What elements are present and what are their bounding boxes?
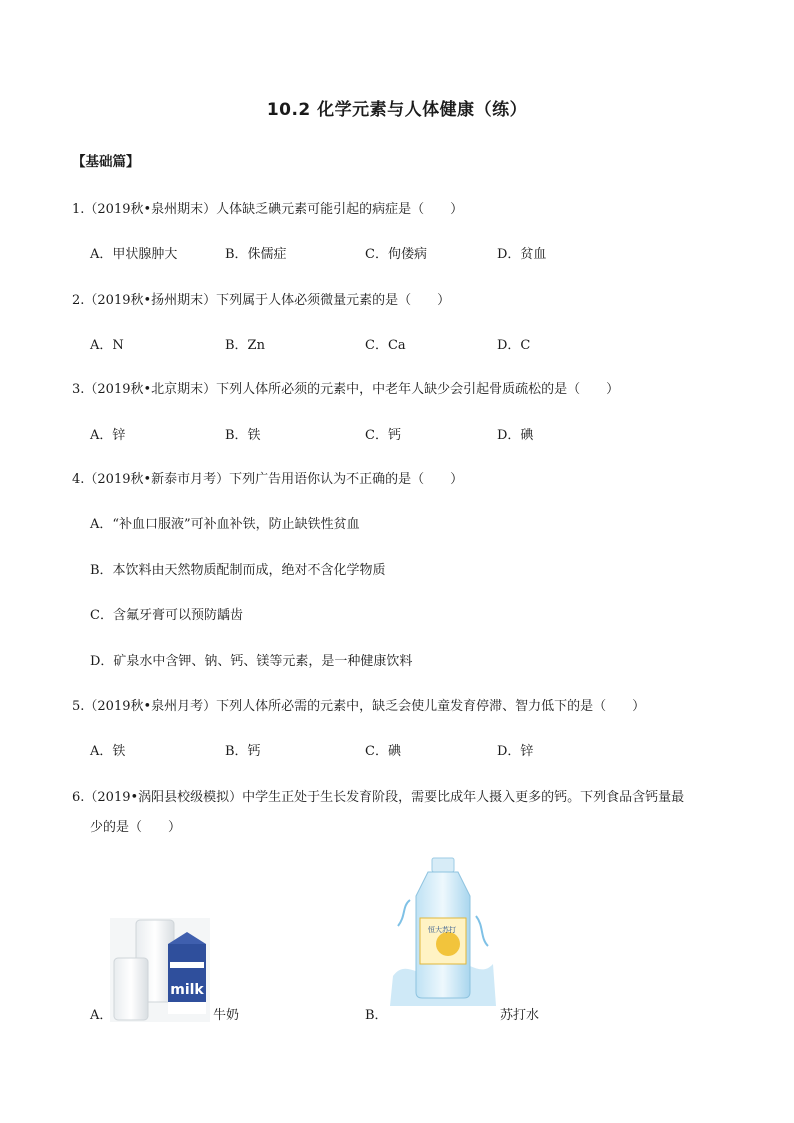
question-6-continuation: 少的是（ ） (90, 820, 182, 835)
option-b[interactable]: B．Zn (225, 338, 265, 353)
option-b[interactable]: B．本饮料由天然物质配制而成，绝对不含化学物质 (90, 563, 386, 578)
question-2: 2.（2019秋•扬州期末）下列属于人体必须微量元素的是（ ） (72, 293, 451, 308)
option-c[interactable]: C．佝偻病 (365, 247, 427, 262)
option-a[interactable]: A．N (90, 338, 124, 353)
milk-image (110, 918, 210, 1022)
option-d[interactable]: D．C (497, 338, 531, 353)
option-a[interactable]: A． (90, 1008, 113, 1023)
page-title: 10.2 化学元素与人体健康（练） (266, 100, 528, 120)
question-3: 3.（2019秋•北京期末）下列人体所必须的元素中，中老年人缺少会引起骨质疏松的是（ ） (72, 382, 620, 397)
option-b[interactable]: B．铁 (225, 428, 261, 443)
milk-carton-text: milk (170, 982, 204, 998)
question-5: 5.（2019秋•泉州月考）下列人体所必需的元素中，缺乏会使儿童发育停滞、智力低下的是（ ） (72, 699, 646, 714)
option-d[interactable]: D．矿泉水中含钾、钠、钙、镁等元素，是一种健康饮料 (90, 654, 413, 669)
option-d[interactable]: D．贫血 (497, 247, 547, 262)
question-1: 1.（2019秋•泉州期末）人体缺乏碘元素可能引起的病症是（ ） (72, 202, 464, 217)
option-d[interactable]: D．碘 (497, 428, 534, 443)
question-4: 4.（2019秋•新泰市月考）下列广告用语你认为不正确的是（ ） (72, 472, 464, 487)
option-a[interactable]: A．甲状腺肿大 (90, 247, 178, 262)
option-c[interactable]: C．钙 (365, 428, 401, 443)
option-c[interactable]: C．碘 (365, 744, 401, 759)
section-heading: 【基础篇】 (72, 154, 140, 170)
option-a[interactable]: A．“补血口服液”可补血补铁，防止缺铁性贫血 (90, 517, 360, 532)
question-6: 6.（2019•涡阳县校级模拟）中学生正处于生长发育阶段，需要比成年人摄入更多的钙。下列食品含钙量最 (72, 790, 685, 805)
option-b[interactable]: B． (365, 1008, 388, 1023)
option-c[interactable]: C．Ca (365, 338, 406, 353)
bottle-label-text: 恒大苏打 (428, 926, 456, 934)
option-a[interactable]: A．锌 (90, 428, 126, 443)
option-a[interactable]: A．铁 (90, 744, 126, 759)
option-c[interactable]: C．含氟牙膏可以预防龋齿 (90, 608, 243, 623)
option-d[interactable]: D．锌 (497, 744, 534, 759)
option-a-label: 牛奶 (213, 1008, 240, 1023)
option-b[interactable]: B．钙 (225, 744, 261, 759)
option-b-label: 苏打水 (500, 1008, 540, 1023)
option-b[interactable]: B．侏儒症 (225, 247, 287, 262)
soda-water-image (388, 856, 498, 1018)
